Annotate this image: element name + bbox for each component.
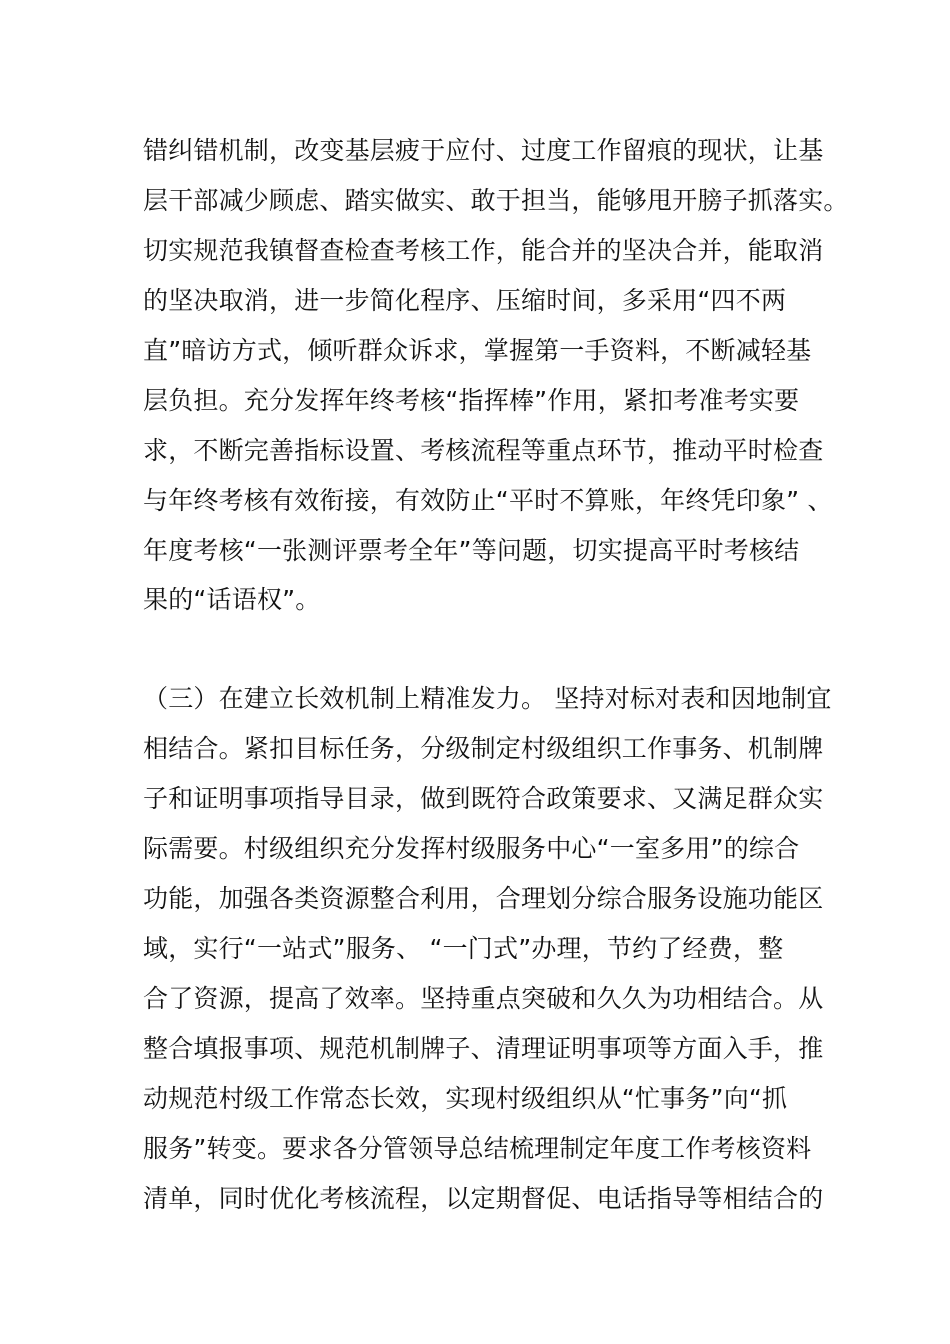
text-line: 果的“话语权”。: [143, 585, 321, 614]
text-line: 整合填报事项、规范机制牌子、清理证明事项等方面入手，推: [143, 1034, 824, 1063]
text-line: 的坚决取消，进一步简化程序、压缩时间，多采用“四不两: [143, 286, 787, 315]
text-line: 子和证明事项指导目录，做到既符合政策要求、又满足群众实: [143, 784, 824, 813]
text-line: 层干部减少顾虑、踏实做实、敢于担当，能够甩开膀子抓落实。: [143, 186, 849, 215]
text-line: 相结合。紧扣目标任务，分级制定村级组织工作事务、机制牌: [143, 734, 824, 763]
text-line: 求，不断完善指标设置、考核流程等重点环节，推动平时检查: [143, 436, 824, 465]
text-line: 年度考核“一张测评票考全年”等问题，切实提高平时考核结: [143, 536, 800, 565]
text-line: 服务”转变。要求各分管领导总结梳理制定年度工作考核资料: [143, 1134, 812, 1163]
text-line: 合了资源，提高了效率。坚持重点突破和久久为功相结合。从: [143, 984, 824, 1013]
text-line: 清单，同时优化考核流程，以定期督促、电话指导等相结合的: [143, 1184, 824, 1213]
text-line: 切实规范我镇督查检查考核工作，能合并的坚决合并，能取消: [143, 236, 824, 265]
text-line: 动规范村级工作常态长效，实现村级组织从“忙事务”向“抓: [143, 1084, 788, 1113]
text-line: 错纠错机制，改变基层疲于应付、过度工作留痕的现状，让基: [143, 136, 824, 165]
text-line: 域，实行“一站式”服务、 “一门式”办理，节约了经费，整: [143, 934, 784, 963]
text-line: 际需要。村级组织充分发挥村级服务中心“一室多用”的综合: [143, 834, 800, 863]
text-line: 与年终考核有效衔接，有效防止“平时不算账，年终凭印象” 、: [143, 486, 833, 515]
text-line: 直”暗访方式，倾听群众诉求，掌握第一手资料，不断减轻基: [143, 336, 812, 365]
text-line: 层负担。充分发挥年终考核“指挥棒”作用，紧扣考准考实要: [143, 386, 800, 415]
text-line: 功能，加强各类资源整合利用，合理划分综合服务设施功能区: [143, 884, 824, 913]
section-heading-line: （三）在建立长效机制上精准发力。 坚持对标对表和因地制宜: [143, 684, 832, 713]
